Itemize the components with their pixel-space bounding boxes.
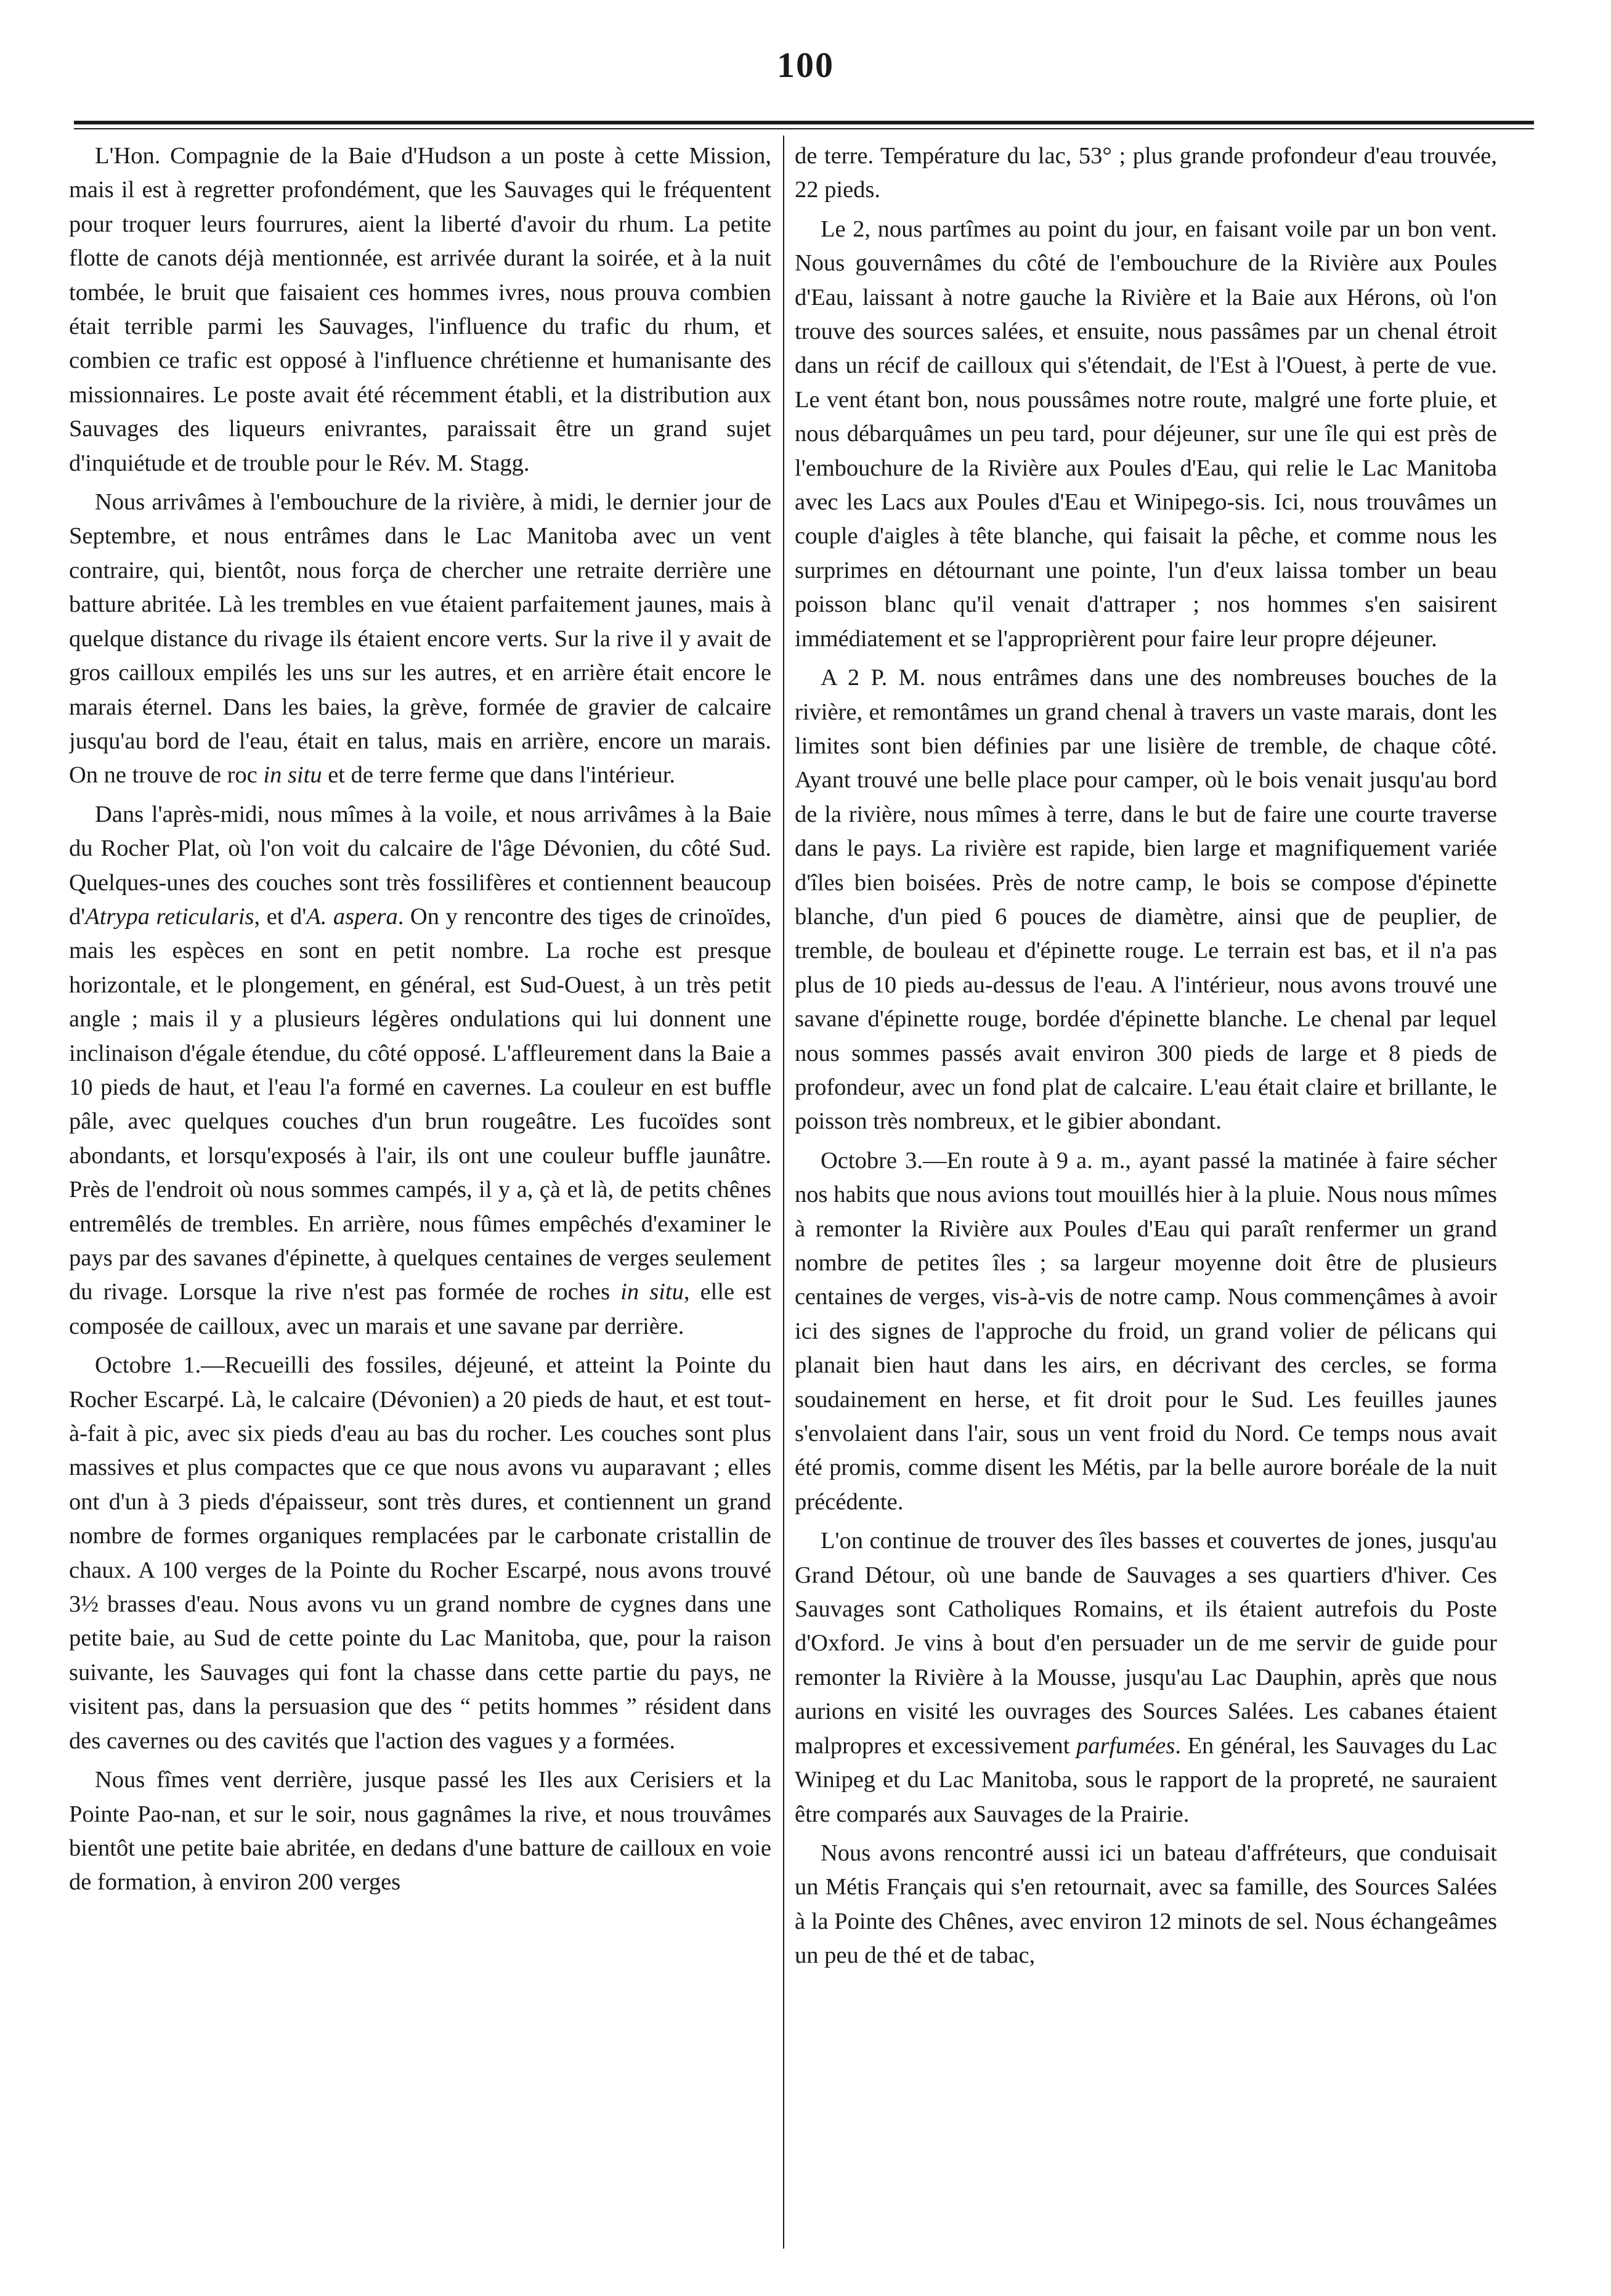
paragraph: L'Hon. Compagnie de la Baie d'Hudson a un poste à cette Mission, mais il est à regretter profondément, que les Sauvages qui le fréquentent pour troquer leurs fourrures, aient la liberté d'avoir du rhum. La petite flotte de canots déjà mentionnée, est arrivée durant la soirée, et à la nuit tombée, le bruit que faisaient ces hommes ivres, nous prouva combien était terrible parmi les Sauvages, l'influence du trafic du rhum, et combien ce trafic est opposé à l'influence chrétienne et humanisante des missionnaires. Le poste avait été récemment établi, et la distribution aux Sauvages des liqueurs enivrantes, paraissait être un grand sujet d'inquiétude et de trouble pour le Rév. M. Stagg. xyxy=(69,143,771,476)
paragraph: Octobre 1.—Recueilli des fossiles, déjeuné, et atteint la Pointe du Rocher Escarpé. Là, le calcaire (Dévonien) a 20 pieds de haut, et est tout-à-fait à pic, avec six pieds d'eau au bas du rocher. Les couches sont plus massives et plus compactes que ce que nous avons vu auparavant ; elles ont d'un à 3 pieds d'épaisseur, sont très dures, et contiennent un grand nombre de formes organiques remplacées par le carbonate cristallin de chaux. A 100 verges de la Pointe du Rocher Escarpé, nous avons trouvé 3½ brasses d'eau. Nous avons vu un grand nombre de cygnes dans une petite baie, au Sud de cette pointe du Lac Manitoba, que, pour la raison suivante, les Sauvages qui font la chasse dans cette partie du pays, ne visitent pas, dans la persuasion que des “ petits hommes ” résident dans des cavernes ou des cavités que l'action des vagues y a formées. xyxy=(69,1352,771,1754)
header-rule xyxy=(74,121,1534,124)
paragraph: L'on continue de trouver des îles basses et couvertes de jones, jusqu'au Grand Détour, où une bande de Sauvages a ses quartiers d'hiver. Ces Sauvages sont Catholiques Romains, et ils étaient autrefois du Poste d'Oxford. Je vins à bout d'en persuader un de me servir de guide pour remonter la Rivière à la Mousse, jusqu'au Lac Dauphin, après que nous aurions en visité les ouvrages des Sources Salées. Les cabanes étaient malpropres et excessivement parfumées. En général, les Sauvages du Lac Winipeg et du Lac Manitoba, sous le rapport de la propreté, ne sauraient être comparés aux Sauvages de la Prairie. xyxy=(795,1528,1497,1827)
header-rule-thin xyxy=(74,128,1534,129)
paragraph: A 2 P. M. nous entrâmes dans une des nombreuses bouches de la rivière, et remontâmes un grand chenal à travers un vaste marais, dont les limites sont bien définies par une lisière de tremble, de chaque côté. Ayant trouvé une belle place pour camper, où le bois venait jusqu'au bord de la rivière, nous mîmes à terre, dans le but de faire une courte traverse dans le pays. La rivière est rapide, bien large et magnifiquement variée d'îles bien boisées. Près de notre camp, le bois se compose d'épinette blanche, d'un pied 6 pouces de diamètre, ainsi que de peuplier, de tremble, de bouleau et d'épinette rouge. Le terrain est bas, et il n'a pas plus de 10 pieds au-dessus de l'eau. A l'intérieur, nous avons trouvé une savane d'épinette rouge, bordée d'épinette blanche. Le chenal par lequel nous sommes passés avait environ 300 pieds de large et 8 pieds de profondeur, avec un fond plat de calcaire. L'eau était claire et brillante, le poisson très nombreux, et le gibier abondant. xyxy=(795,665,1497,1135)
paragraph: Octobre 3.—En route à 9 a. m., ayant passé la matinée à faire sécher nos habits que nous avions tout mouillés hier à la pluie. Nous nous mîmes à remonter la Rivière aux Poules d'Eau qui paraît renfermer un grand nombre de petites îles ; sa largeur moyenne doit être de plusieurs centaines de verges, vis-à-vis de notre camp. Nous commençâmes à avoir ici des signes de l'approche du froid, un grand volier de pélicans qui planait bien haut dans les airs, en décrivant des cercles, se forma soudainement en herse, et fit droit pour le Sud. Les feuilles jaunes s'envolaient dans l'air, sous un vent froid du Nord. Ce temps nous avait été promis, comme disent les Métis, par la belle aurore boréale de la nuit précédente. xyxy=(795,1147,1497,1515)
paragraph: Nous fîmes vent derrière, jusque passé les Iles aux Cerisiers et la Pointe Pao-nan, et sur le soir, nous gagnâmes la rive, et nous trouvâmes bientôt une petite baie abritée, en dedans d'une batture de cailloux en voie de formation, à environ 200 verges xyxy=(69,1767,771,1896)
right-column xyxy=(795,139,1497,2258)
page-number: 100 xyxy=(777,45,834,85)
column-divider xyxy=(783,136,784,2249)
paragraph: Nous avons rencontré aussi ici un bateau d'affréteurs, que conduisait un Métis Français qui s'en retournait, avec sa famille, des Sources Salées à la Pointe des Chênes, avec environ 12 minots de sel. Nous échangeâmes un peu de thé et de tabac, xyxy=(795,1840,1497,1969)
paragraph: Dans l'après-midi, nous mîmes à la voile, et nous arrivâmes à la Baie du Rocher Plat, où l'on voit du calcaire de l'âge Dévonien, du côté Sud. Quelques-unes des couches sont très fossilifères et contiennent beaucoup d'Atrypa reticularis, et d'A. aspera. On y rencontre des tiges de crinoïdes, mais les espèces en sont en petit nombre. La roche est presque horizontale, et le plongement, en général, est Sud-Ouest, à un très petit angle ; mais il y a plusieurs légères ondulations qui lui donnent une inclinaison d'égale étendue, du côté opposé. L'affleurement dans la Baie a 10 pieds de haut, et l'eau l'a formé en cavernes. La couleur en est buffle pâle, avec quelques couches d'un brun rougeâtre. Les fucoïdes sont abondants, et lorsqu'exposés à l'air, ils ont une couleur buffle jaunâtre. Près de l'endroit où nous sommes campés, il y a, çà et là, de petits chênes entremêlés de trembles. En arrière, nous fûmes empêchés d'examiner le pays par des savanes d'épinette, à quelques centaines de verges seulement du rivage. Lorsque la rive n'est pas formée de roches in situ, elle est composée de cailloux, avec un marais et une savane par derrière. xyxy=(69,801,771,1339)
left-column xyxy=(69,139,771,2258)
paragraph: de terre. Température du lac, 53° ; plus grande profondeur d'eau trouvée, 22 pieds. xyxy=(795,143,1497,203)
paragraph: Nous arrivâmes à l'embouchure de la rivière, à midi, le dernier jour de Septembre, et nous entrâmes dans le Lac Manitoba avec un vent contraire, qui, bientôt, nous força de chercher une retraite derrière une batture abritée. Là les trembles en vue étaient parfaitement jaunes, mais à quelque distance du rivage ils étaient encore verts. Sur la rive il y avait de gros cailloux empilés les uns sur les autres, et en arrière était encore le marais éternel. Dans les baies, la grève, formée de gravier de calcaire jusqu'au bord de l'eau, était en talus, mais en arrière, encore un marais. On ne trouve de roc in situ et de terre ferme que dans l'intérieur. xyxy=(69,489,771,789)
paragraph: Le 2, nous partîmes au point du jour, en faisant voile par un bon vent. Nous gouvernâmes du côté de l'embouchure de la Rivière aux Poules d'Eau, laissant à notre gauche la Rivière et la Baie aux Hérons, où l'on trouve des sources salées, et ensuite, nous passâmes par un chenal étroit dans un récif de cailloux qui s'étendait, de l'Est à l'Ouest, à perte de vue. Le vent étant bon, nous poussâmes notre route, malgré une forte pluie, et nous débarquâmes un peu tard, pour déjeuner, sur une île qui est près de l'embouchure de la Rivière aux Poules d'Eau, qui relie le Lac Manitoba avec les Lacs aux Poules d'Eau et Winipego-sis. Ici, nous trouvâmes un couple d'aigles à tête blanche, qui faisait la pêche, et comme nous les surprimes en détournant une pointe, l'un d'eux laissa tomber un beau poisson blanc qu'il venait d'attraper ; nos hommes s'en saisirent immédiatement et se l'approprièrent pour faire leur propre déjeuner. xyxy=(795,216,1497,652)
